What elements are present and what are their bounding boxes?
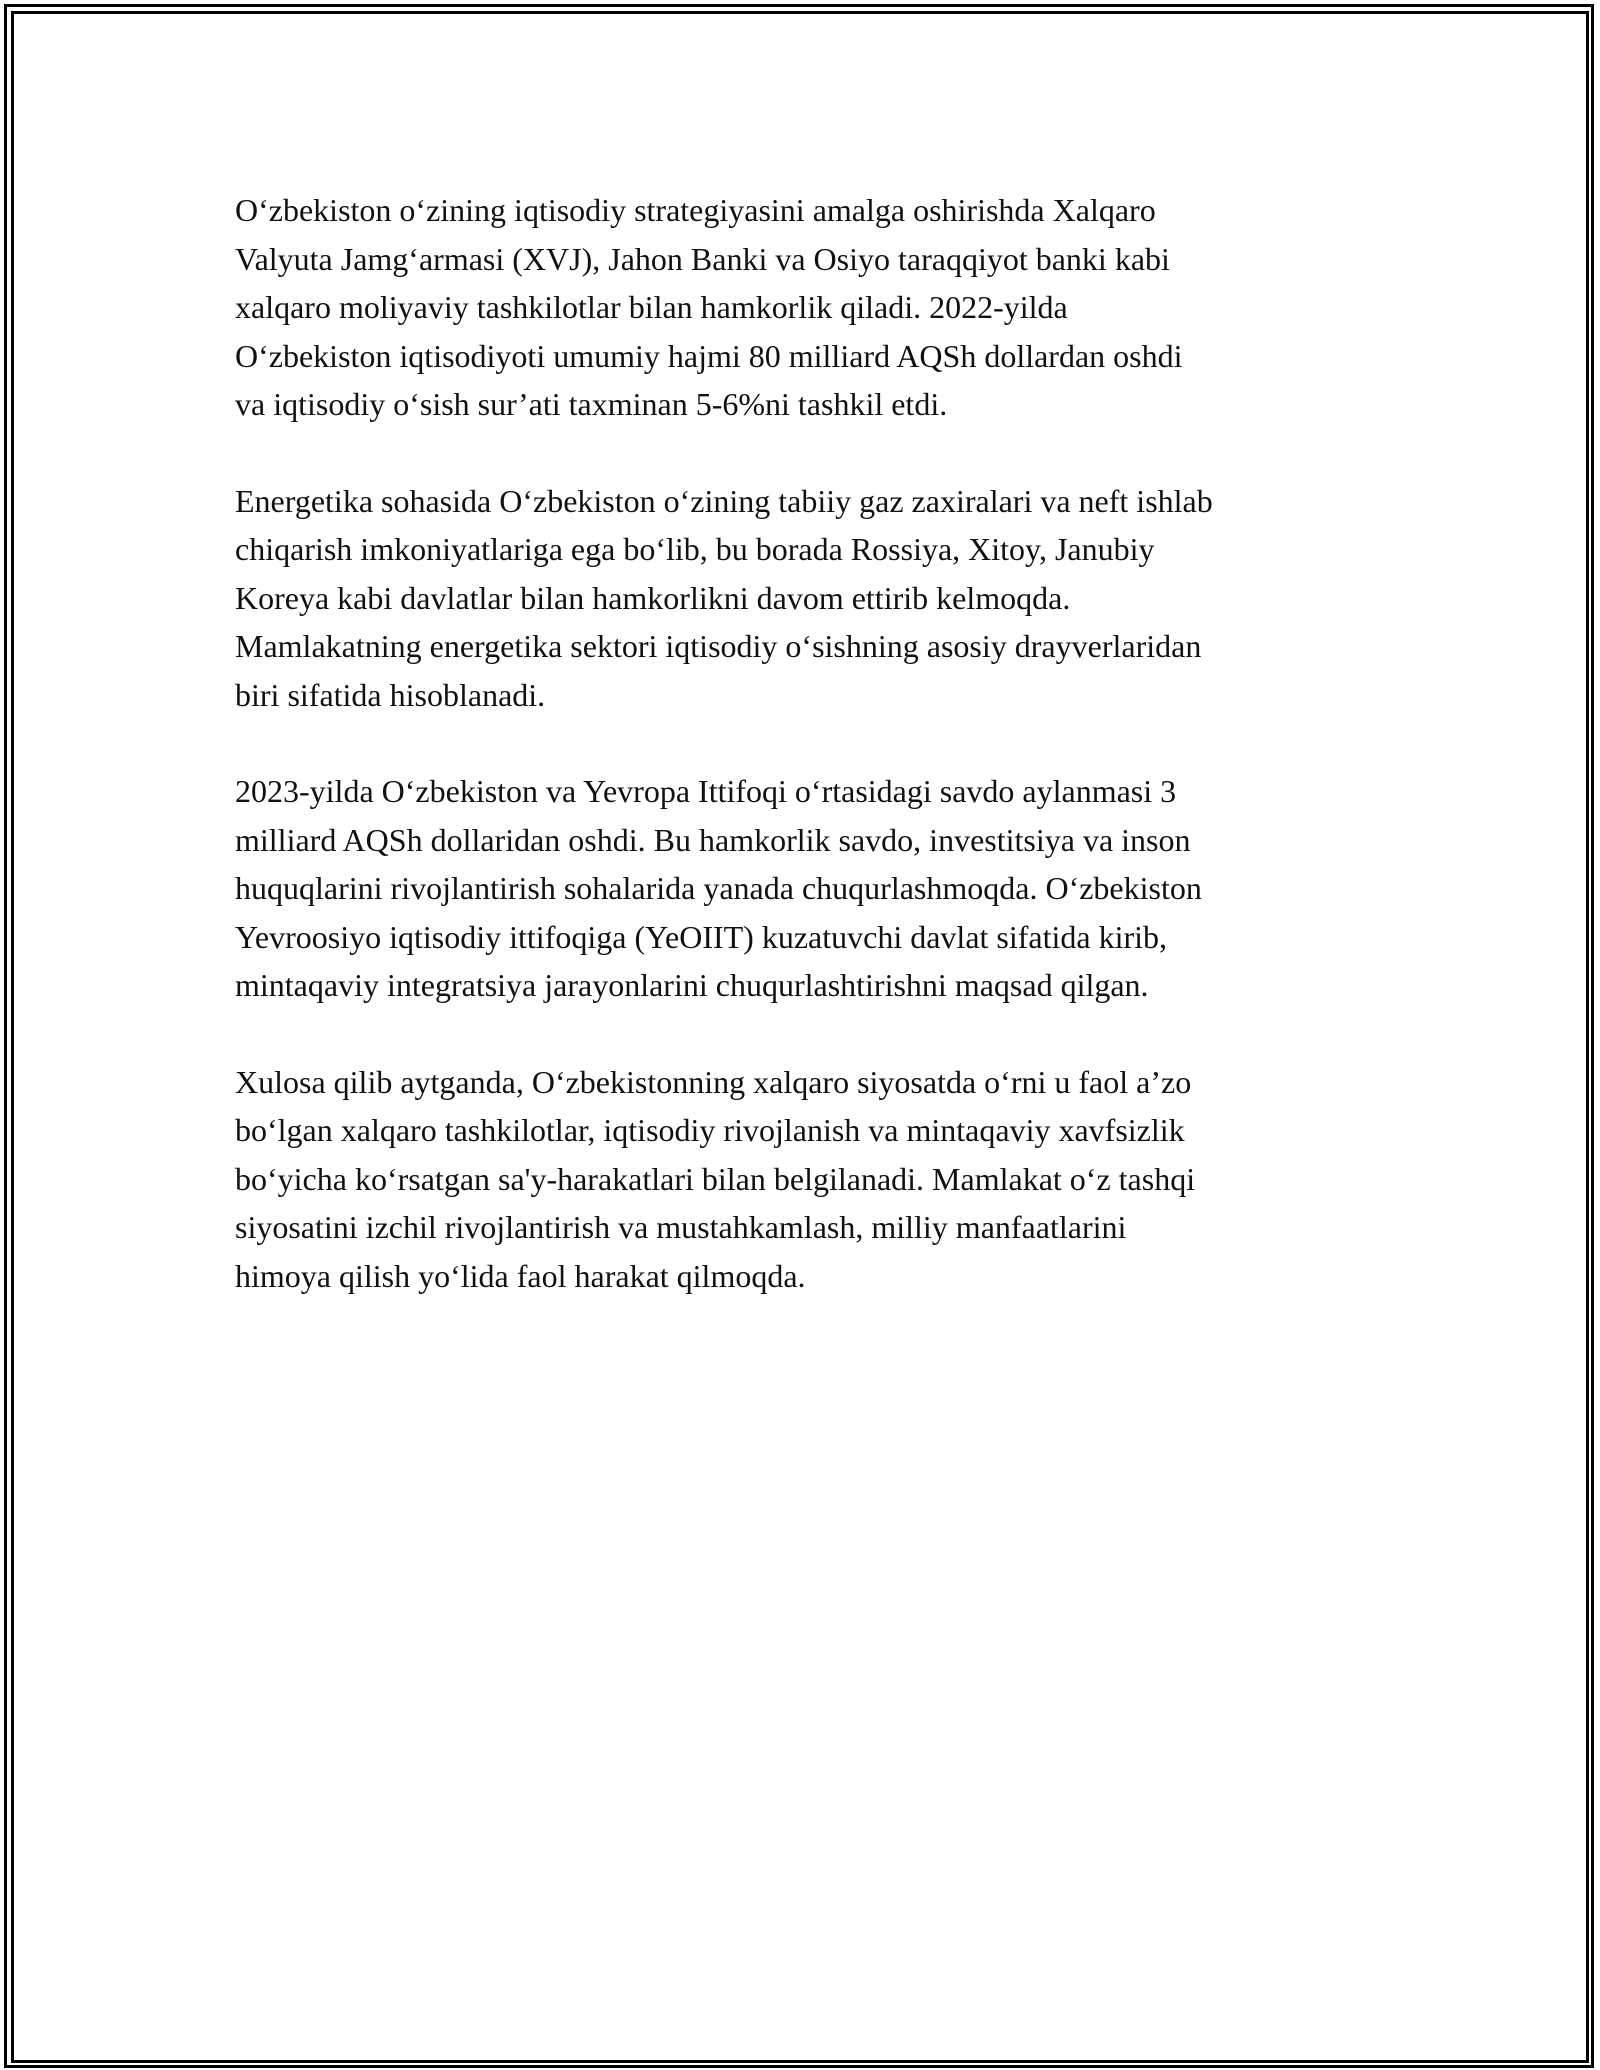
paragraph-conclusion: Xulosa qilib aytganda, O‘zbekistonning xalqaro siyosatda o‘rni u faol a’zo bo‘lgan xalqaro tashkilotlar, iqtisodiy rivojlanish va mintaqaviy xavfsizlik bo‘yicha ko‘rsatgan sa'y-harakatlari bilan belgilanadi. Mamlakat o‘z tashqi siyosatini izchil rivojlantirish va mustahkamlash, milliy manfaatlarini himoya qilish yo‘lida faol harakat qilmoqda. [235, 1063, 1196, 1294]
paragraph-energy-sector: Energetika sohasida O‘zbekiston o‘zining tabiiy gaz zaxiralari va neft ishlab chiqarish imkoniyatlariga ega bo‘lib, bu borada Rossiya, Xitoy, Janubiy Koreya kabi davlatlar bilan hamkorlikni davom ettirib kelmoqda. Mamlakatning energetika sektori iqtisodiy o‘sishning asosiy drayverlaridan biri sifatida hisoblanadi. [235, 482, 1213, 713]
document-body [235, 186, 1365, 1348]
paragraph-eu-trade: 2023-yilda O‘zbekiston va Yevropa Ittifoqi o‘rtasidagi savdo aylanmasi 3 milliard AQSh dollaridan oshdi. Bu hamkorlik savdo, investitsiya va inson huquqlarini rivojlantirish sohalarida yanada chuqurlashmoqda. O‘zbekiston Yevroosiyo iqtisodiy ittifoqiga (YeOIIT) kuzatuvchi davlat sifatida kirib, mintaqaviy integratsiya jarayonlarini chuqurlashtirishni maqsad qilgan. [235, 773, 1202, 1003]
paragraph-economic-cooperation: O‘zbekiston o‘zining iqtisodiy strategiyasini amalga oshirishda Xalqaro Valyuta Jamg‘armasi (XVJ), Jahon Banki va Osiyo taraqqiyot banki kabi xalqaro moliyaviy tashkilotlar bilan hamkorlik qiladi. 2022-yilda O‘zbekiston iqtisodiyoti umumiy hajmi 80 milliard AQSh dollardan oshdi va iqtisodiy o‘sish sur’ati taxminan 5-6%ni tashkil etdi. [235, 192, 1183, 422]
